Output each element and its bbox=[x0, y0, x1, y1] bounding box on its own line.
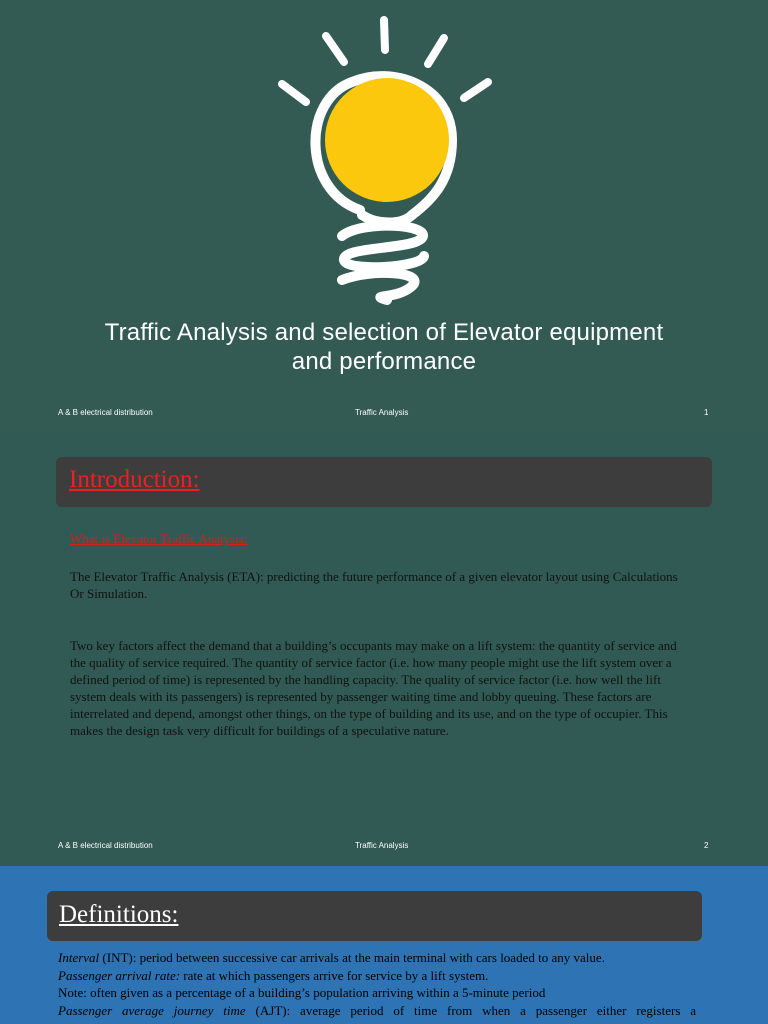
definition-text: (INT): period between successive car arrivals at the main terminal with cars loaded to any value. bbox=[99, 950, 605, 965]
introduction-header bbox=[56, 457, 712, 507]
definitions-header bbox=[47, 891, 702, 941]
subheading: What is Elevator Traffic Analysis: bbox=[70, 531, 248, 546]
definition-arrival-rate bbox=[58, 967, 696, 985]
paragraph-eta: The Elevator Traffic Analysis (ETA): predicting the future performance of a given elevator layout using Calculations Or Simulation. bbox=[70, 569, 678, 601]
term: Passenger arrival rate: bbox=[58, 967, 181, 983]
presentation-title: Traffic Analysis and selection of Elevator equipment and performance bbox=[104, 319, 664, 375]
bulb-glow bbox=[325, 78, 449, 202]
definition-text: rate at which passengers arrive for service by a lift system. bbox=[180, 967, 489, 983]
definition-interval bbox=[58, 949, 696, 967]
footer-page-number: 1 bbox=[704, 408, 709, 417]
term: Passenger average journey time bbox=[58, 1002, 246, 1018]
definition-text: (AJT): average period of time from when a passenger either registers a bbox=[245, 1002, 696, 1018]
footer-page-number: 2 bbox=[704, 841, 709, 850]
introduction-heading: Introduction: bbox=[69, 466, 200, 493]
footer-topic: Traffic Analysis bbox=[355, 841, 409, 850]
term: Interval bbox=[58, 950, 100, 965]
slide-3 bbox=[0, 866, 768, 1024]
paragraph-key-factors: Two key factors affect the demand that a building’s occupants may make on a lift system: the quantity of service and the quality of service required. The quantity of service factor (i.e. how many people might use the lift system over a defined period of time) is represented by the handling capacity. The quality of service factor (i.e. how well the lift system deals with its passengers) is represented by passenger waiting time and lobby queuing. These factors are interrelated and depend, amongst other things, on the type of building and its use, and on the type of occupier. This makes the design task very difficult for buildings of a speculative nature. bbox=[70, 638, 677, 738]
lightbulb-icon bbox=[262, 10, 512, 310]
footer-company: A & B electrical distribution bbox=[58, 408, 153, 417]
definitions-heading: Definitions: bbox=[59, 901, 179, 928]
definition-note: Note: often given as a percentage of a building’s population arriving within a 5-minute period bbox=[58, 985, 546, 1000]
footer-company: A & B electrical distribution bbox=[58, 841, 153, 850]
footer-topic: Traffic Analysis bbox=[355, 408, 409, 417]
definition-journey-time bbox=[58, 1002, 696, 1020]
definitions-list bbox=[58, 949, 696, 1019]
slide-2 bbox=[0, 432, 768, 866]
slide-1 bbox=[0, 0, 768, 432]
